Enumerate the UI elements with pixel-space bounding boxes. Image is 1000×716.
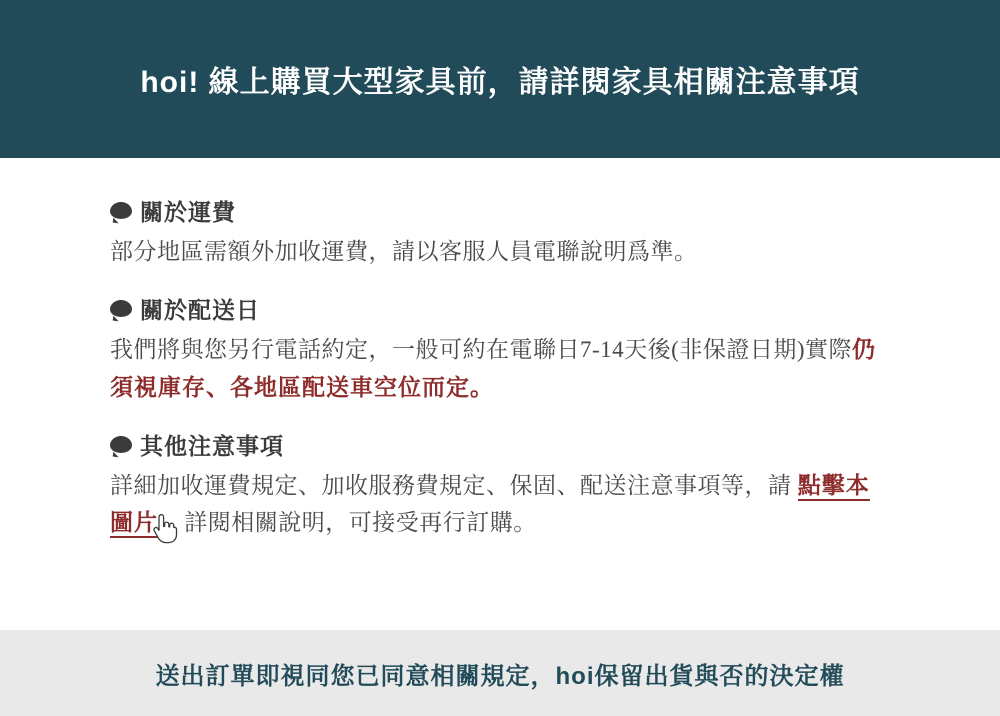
banner-header <box>0 0 1000 158</box>
hand-cursor-icon <box>152 514 178 544</box>
section-other-notes <box>0 428 1000 544</box>
footer-notice-text: 送出訂單即視同您已同意相關規定，hoi保留出貨與否的決定權 <box>155 662 845 690</box>
section-body <box>110 331 890 406</box>
section-delivery-date <box>0 292 1000 406</box>
section-body-emphasis: 仍須視庫存、各地區配送車空位而定。 <box>110 336 876 400</box>
section-body-text: 我們將與您另行電話約定，一般可約在電聯日7-14天後(非保證日期)實際 <box>110 337 852 363</box>
speech-bubble-icon <box>110 436 132 453</box>
section-body <box>110 467 890 544</box>
speech-bubble-icon <box>110 202 132 219</box>
notice-content <box>0 158 1000 630</box>
section-body-text: 詳細加收運費規定、加收服務費規定、保固、配送注意事項等，請 <box>110 472 798 498</box>
section-body-text: 部分地區需額外加收運費，請以客服人員電聯說明爲準。 <box>110 239 698 264</box>
section-heading <box>110 428 890 461</box>
section-heading <box>110 292 890 325</box>
page-title: hoi! 線上購買大型家具前，請詳閱家具相關注意事項 <box>140 66 860 99</box>
click-image-link[interactable]: 點擊本圖片 <box>110 472 870 538</box>
section-heading-label: 關於運費 <box>140 199 236 225</box>
section-heading-label: 關於配送日 <box>140 297 260 324</box>
banner-footer <box>0 630 1000 716</box>
section-heading-label: 其他注意事項 <box>140 432 284 459</box>
speech-bubble-icon <box>110 300 132 317</box>
section-body-text-tail: 詳閱相關說明，可接受再行訂購。 <box>178 510 537 535</box>
section-heading <box>110 194 890 227</box>
section-body <box>110 233 890 270</box>
section-shipping-fee <box>0 194 1000 270</box>
